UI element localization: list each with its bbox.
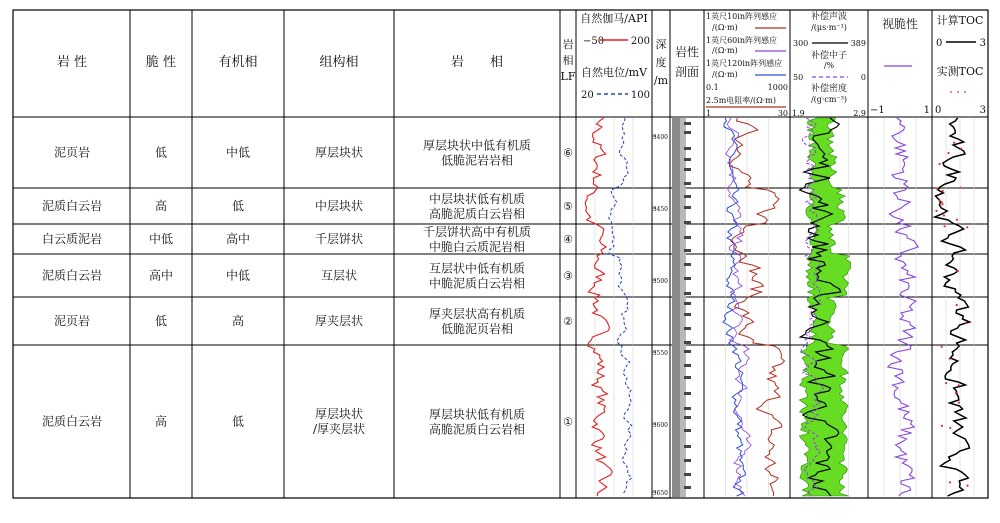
fabric-facies-cell: 中层块状 <box>314 199 364 213</box>
lithology-cell: 白云质泥岩 <box>41 232 103 246</box>
toc-min: 0 <box>935 105 942 116</box>
lithology-bed-mark <box>684 327 691 330</box>
toc-measured-point <box>941 203 943 205</box>
lithology-bed-mark <box>684 364 691 367</box>
res120-unit: /(Ω·m) <box>712 70 738 79</box>
header-0: 岩 性 <box>56 55 88 70</box>
ac-unit: /(μs·m⁻¹) <box>811 23 847 32</box>
toc-measured-point <box>942 190 944 192</box>
lithology-bed-mark <box>684 302 691 305</box>
organic-facies-cell: 中低 <box>225 268 251 283</box>
depth-header: 深 <box>655 38 667 51</box>
depth-tick-label: 3450 <box>652 206 668 213</box>
depth-header: 度 <box>655 56 667 69</box>
lithology-bed-mark <box>684 429 691 432</box>
lithology-bed-mark <box>684 277 691 280</box>
brittleness-max: 1 <box>923 105 930 116</box>
lithofacies-cell: 低脆泥岩岩相 <box>440 153 514 168</box>
toc-measured-point <box>958 402 960 404</box>
toc-measured-point <box>949 358 951 360</box>
lf-number: ⑥ <box>563 146 573 160</box>
toc-measured-point <box>955 392 957 394</box>
lithology-bed-mark <box>684 263 691 266</box>
lithology-bed-mark <box>684 131 691 134</box>
res60-label: 1英尺60in阵列感应 <box>706 36 777 45</box>
toc-measured-point <box>943 214 945 216</box>
lf-header: 岩 <box>562 38 574 51</box>
brittleness-cell: 中低 <box>148 232 174 246</box>
lithology-bed-mark <box>684 416 691 419</box>
organic-facies-cell: 高 <box>231 314 245 328</box>
header-2: 有机相 <box>218 55 258 70</box>
lithology-strip-light <box>680 118 686 497</box>
toc-calc-curve <box>935 118 970 496</box>
toc-calc-min: 0 <box>936 38 943 49</box>
lithofacies-cell: 千层饼状高中有机质 <box>422 225 532 239</box>
lf-number: ① <box>563 415 573 429</box>
toc-measured-point <box>965 322 967 324</box>
depth-tick-label: 3400 <box>652 134 668 141</box>
cnl-min: 50 <box>793 73 804 82</box>
lithology-profile-header: 剖面 <box>674 65 700 79</box>
ac-min: 300 <box>793 39 809 48</box>
brittleness-label: 视脆性 <box>881 17 919 31</box>
gr-min: −50 <box>583 36 605 47</box>
lithology-bed-mark <box>684 407 691 410</box>
lithology-bed-mark <box>684 486 691 489</box>
lithology-cell: 泥页岩 <box>53 145 91 160</box>
toc-measured-point <box>945 382 947 384</box>
toc-measured-point <box>949 481 951 483</box>
sp-max: 100 <box>630 90 650 101</box>
fabric-facies-cell: 千层饼状 <box>314 232 364 246</box>
brittleness-cell: 高中 <box>148 268 174 283</box>
lithology-cell: 泥质白云岩 <box>41 199 103 213</box>
fabric-facies-cell: 厚层块状 <box>314 407 364 421</box>
res10-unit: /(Ω·m) <box>712 23 738 32</box>
gr-max: 200 <box>630 36 650 47</box>
gr-curve <box>585 118 612 496</box>
lithofacies-cell: 厚层块状低有机质 <box>428 407 526 422</box>
gr-label: 自然伽马/API <box>580 12 648 25</box>
fabric-facies-cell: /厚夹层状 <box>312 422 366 436</box>
brittleness-cell: 低 <box>154 145 168 160</box>
lithofacies-cell: 中脆泥质白云岩相 <box>428 276 526 291</box>
den-unit: /(g·cm⁻³) <box>810 95 848 104</box>
toc-measured-point <box>935 210 937 212</box>
lf-number: ④ <box>563 233 573 246</box>
lithology-bed-mark <box>684 350 691 353</box>
lf-number: ② <box>563 315 573 328</box>
lithology-bed-mark <box>684 168 691 171</box>
toc-measured-point <box>941 425 943 427</box>
header-4: 岩 相 <box>450 55 504 70</box>
den-min: 1.9 <box>792 109 805 118</box>
toc-measured-point <box>957 270 959 272</box>
lithofacies-cell: 中层块状低有机质 <box>428 192 526 206</box>
toc-measured-point <box>944 225 946 227</box>
toc-measured-point <box>936 187 938 189</box>
lithofacies-cell: 高脆泥质白云岩相 <box>428 422 526 437</box>
res10-curve <box>730 118 785 496</box>
toc-measured-point <box>953 142 955 144</box>
lf-number: ⑤ <box>563 200 573 213</box>
toc-measured-point <box>956 304 958 306</box>
organic-facies-cell: 低 <box>231 414 245 429</box>
den-max: 2.9 <box>853 109 866 118</box>
ac-max: 389 <box>850 39 866 48</box>
organic-facies-cell: 低 <box>231 199 245 213</box>
lithology-bed-mark <box>684 445 691 448</box>
lf-header: LF <box>560 70 576 83</box>
toc-max: 3 <box>979 105 986 116</box>
toc-calc-label: 计算TOC <box>936 14 984 27</box>
res-max: 1000 <box>767 83 788 92</box>
lithology-bed-mark <box>684 195 691 198</box>
lithology-bed-mark <box>684 182 691 185</box>
lithology-bed-mark <box>684 147 691 150</box>
lithology-bed-mark <box>684 459 691 462</box>
lithofacies-cell: 高脆泥质白云岩相 <box>428 207 526 221</box>
lithology-bed-mark <box>684 158 691 161</box>
cnl-label: 补偿中子 <box>810 51 848 61</box>
depth-header: /m <box>653 74 669 87</box>
toc-measured-point <box>941 346 943 348</box>
lithofacies-cell: 低脆泥页岩相 <box>440 322 514 336</box>
toc-measured-point <box>941 201 943 203</box>
lithology-bed-mark <box>684 249 691 252</box>
toc-meas-label: 实测TOC <box>936 65 984 78</box>
lithofacies-cell: 厚层块状中低有机质 <box>422 138 532 153</box>
lithology-bed-mark <box>684 122 691 125</box>
sp-min: 20 <box>581 90 594 101</box>
depth-tick-label: 3500 <box>652 278 668 285</box>
den-label: 补偿密度 <box>810 84 848 94</box>
lithology-bed-mark <box>684 376 691 379</box>
rt-min: 1 <box>706 109 712 118</box>
fabric-facies-cell: 厚夹层状 <box>314 314 364 328</box>
res10-label: 1英尺10in阵列感应 <box>706 12 777 21</box>
toc-measured-point <box>949 427 951 429</box>
toc-measured-point <box>959 187 961 189</box>
brittleness-min: −1 <box>870 105 885 116</box>
toc-measured-point <box>960 148 962 150</box>
lithology-bed-mark <box>684 221 691 224</box>
header-1: 脆 性 <box>145 55 177 70</box>
toc-measured-point <box>966 226 968 228</box>
rt-max: 30 <box>777 109 788 118</box>
res-min: 0.1 <box>706 83 719 92</box>
lithology-bed-mark <box>684 341 691 344</box>
lithofacies-cell: 厚夹层状高有机质 <box>428 307 526 321</box>
lithofacies-cell: 互层状中低有机质 <box>428 261 526 276</box>
lithology-strip <box>672 118 680 497</box>
brittleness-cell: 低 <box>154 314 168 328</box>
toc-measured-point <box>958 384 960 386</box>
lithology-bed-mark <box>684 392 691 395</box>
organic-facies-cell: 高中 <box>225 232 251 246</box>
sp-label: 自然电位/mV <box>580 66 648 79</box>
lithology-bed-mark <box>684 473 691 476</box>
toc-measured-point <box>966 485 968 487</box>
res60-unit: /(Ω·m) <box>712 46 738 55</box>
brittleness-cell: 高 <box>154 199 168 213</box>
brittleness-curve <box>888 118 918 496</box>
sp-curve <box>609 118 632 494</box>
lithology-bed-mark <box>684 236 691 239</box>
toc-measured-point <box>939 163 941 165</box>
lf-number: ③ <box>563 269 573 283</box>
toc-measured-point <box>939 199 941 201</box>
header-3: 组构相 <box>319 55 359 70</box>
toc-measured-point <box>956 219 958 221</box>
depth-tick-label: 3550 <box>652 350 668 357</box>
fabric-facies-cell: 厚层块状 <box>314 145 364 160</box>
rt-label: 2.5m电阻率/(Ω·m) <box>706 96 777 105</box>
toc-measured-point <box>947 152 949 154</box>
lithology-cell: 泥质白云岩 <box>41 414 103 429</box>
ac-label: 补偿声波 <box>810 12 848 22</box>
depth-tick-label: 3600 <box>652 422 668 429</box>
toc-calc-max: 3 <box>979 38 986 49</box>
lithofacies-cell: 中脆白云质泥岩相 <box>428 240 526 254</box>
toc-meas-legend-dot <box>950 91 952 93</box>
res120-label: 1英尺120in阵列感应 <box>706 59 783 68</box>
organic-facies-cell: 中低 <box>225 145 251 160</box>
lithology-cell: 泥质白云岩 <box>41 268 103 283</box>
fabric-facies-cell: 互层状 <box>320 268 358 283</box>
lithology-bed-mark <box>684 206 691 209</box>
cnl-max: 0 <box>860 73 866 82</box>
lithology-bed-mark <box>684 313 691 316</box>
toc-meas-legend-dot <box>957 91 959 93</box>
lithology-cell: 泥页岩 <box>53 314 91 328</box>
toc-meas-legend-dot <box>964 91 966 93</box>
cnl-unit: /% <box>823 61 835 70</box>
lithology-bed-mark <box>684 292 691 295</box>
depth-tick-label: 3650 <box>652 490 668 497</box>
lithology-profile-header: 岩性 <box>674 45 700 59</box>
lf-header: 相 <box>562 54 574 67</box>
brittleness-cell: 高 <box>154 414 168 429</box>
